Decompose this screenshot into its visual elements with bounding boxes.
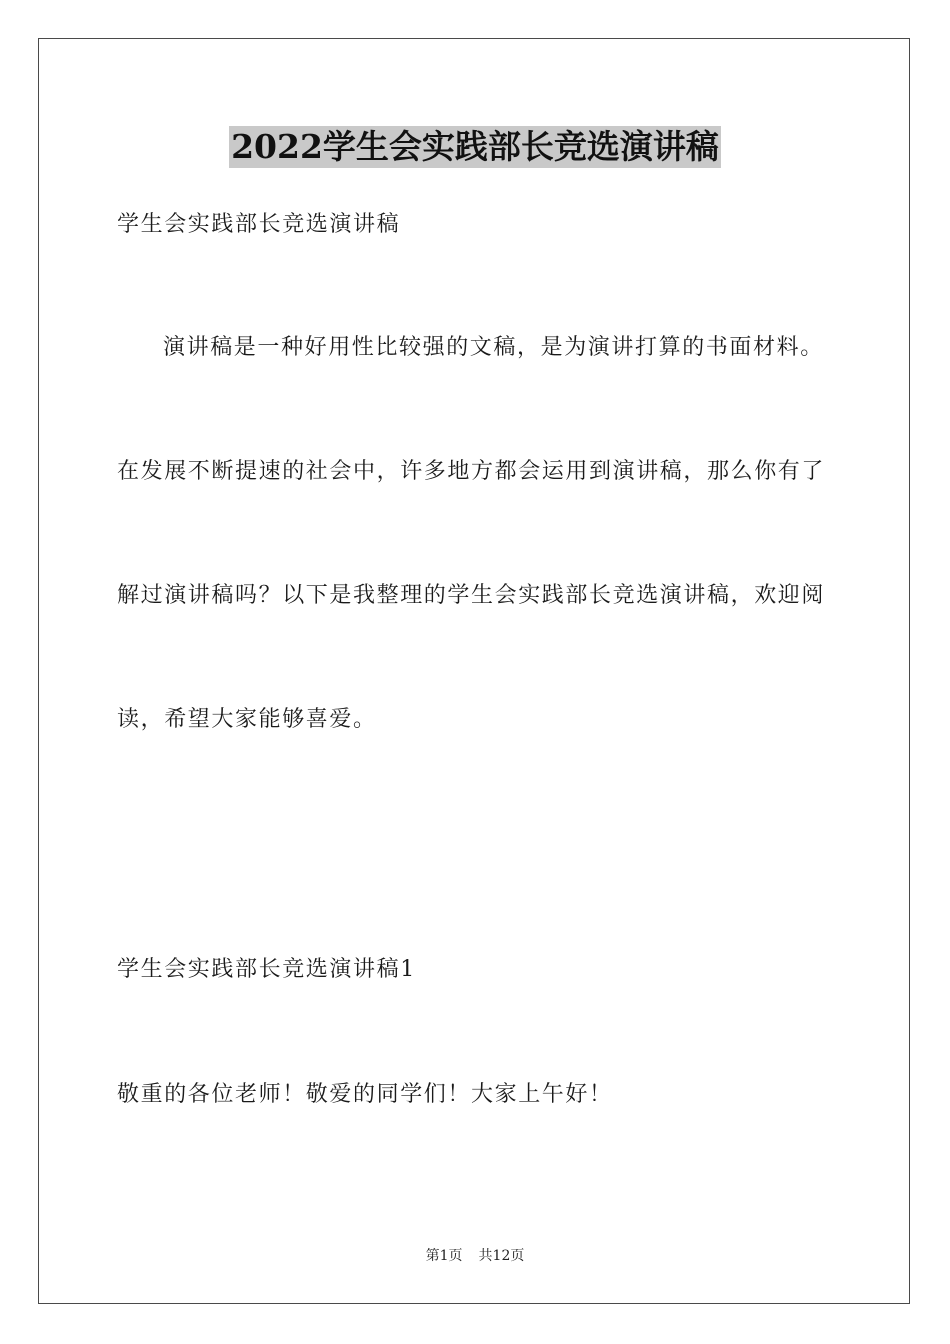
section-heading: 学生会实践部长竞选演讲稿1 (117, 957, 416, 982)
page-total: 共12页 (478, 1248, 525, 1264)
intro-line-3: 解过演讲稿吗？以下是我整理的学生会实践部长竞选演讲稿，欢迎阅 (117, 583, 826, 608)
intro-line-2: 在发展不断提速的社会中，许多地方都会运用到演讲稿，那么你有了 (117, 459, 826, 484)
document-subtitle: 学生会实践部长竞选演讲稿 (117, 212, 401, 237)
page-footer (0, 1247, 950, 1265)
intro-line-4: 读，希望大家能够喜爱。 (117, 707, 377, 732)
intro-line-1: 演讲稿是一种好用性比较强的文稿，是为演讲打算的书面材料。 (163, 335, 824, 360)
greeting-line: 敬重的各位老师！敬爱的同学们！大家上午好！ (117, 1082, 613, 1107)
page-number: 第1页 (425, 1248, 463, 1264)
title-container (0, 126, 950, 168)
document-title: 2022学生会实践部长竞选演讲稿 (231, 127, 719, 166)
